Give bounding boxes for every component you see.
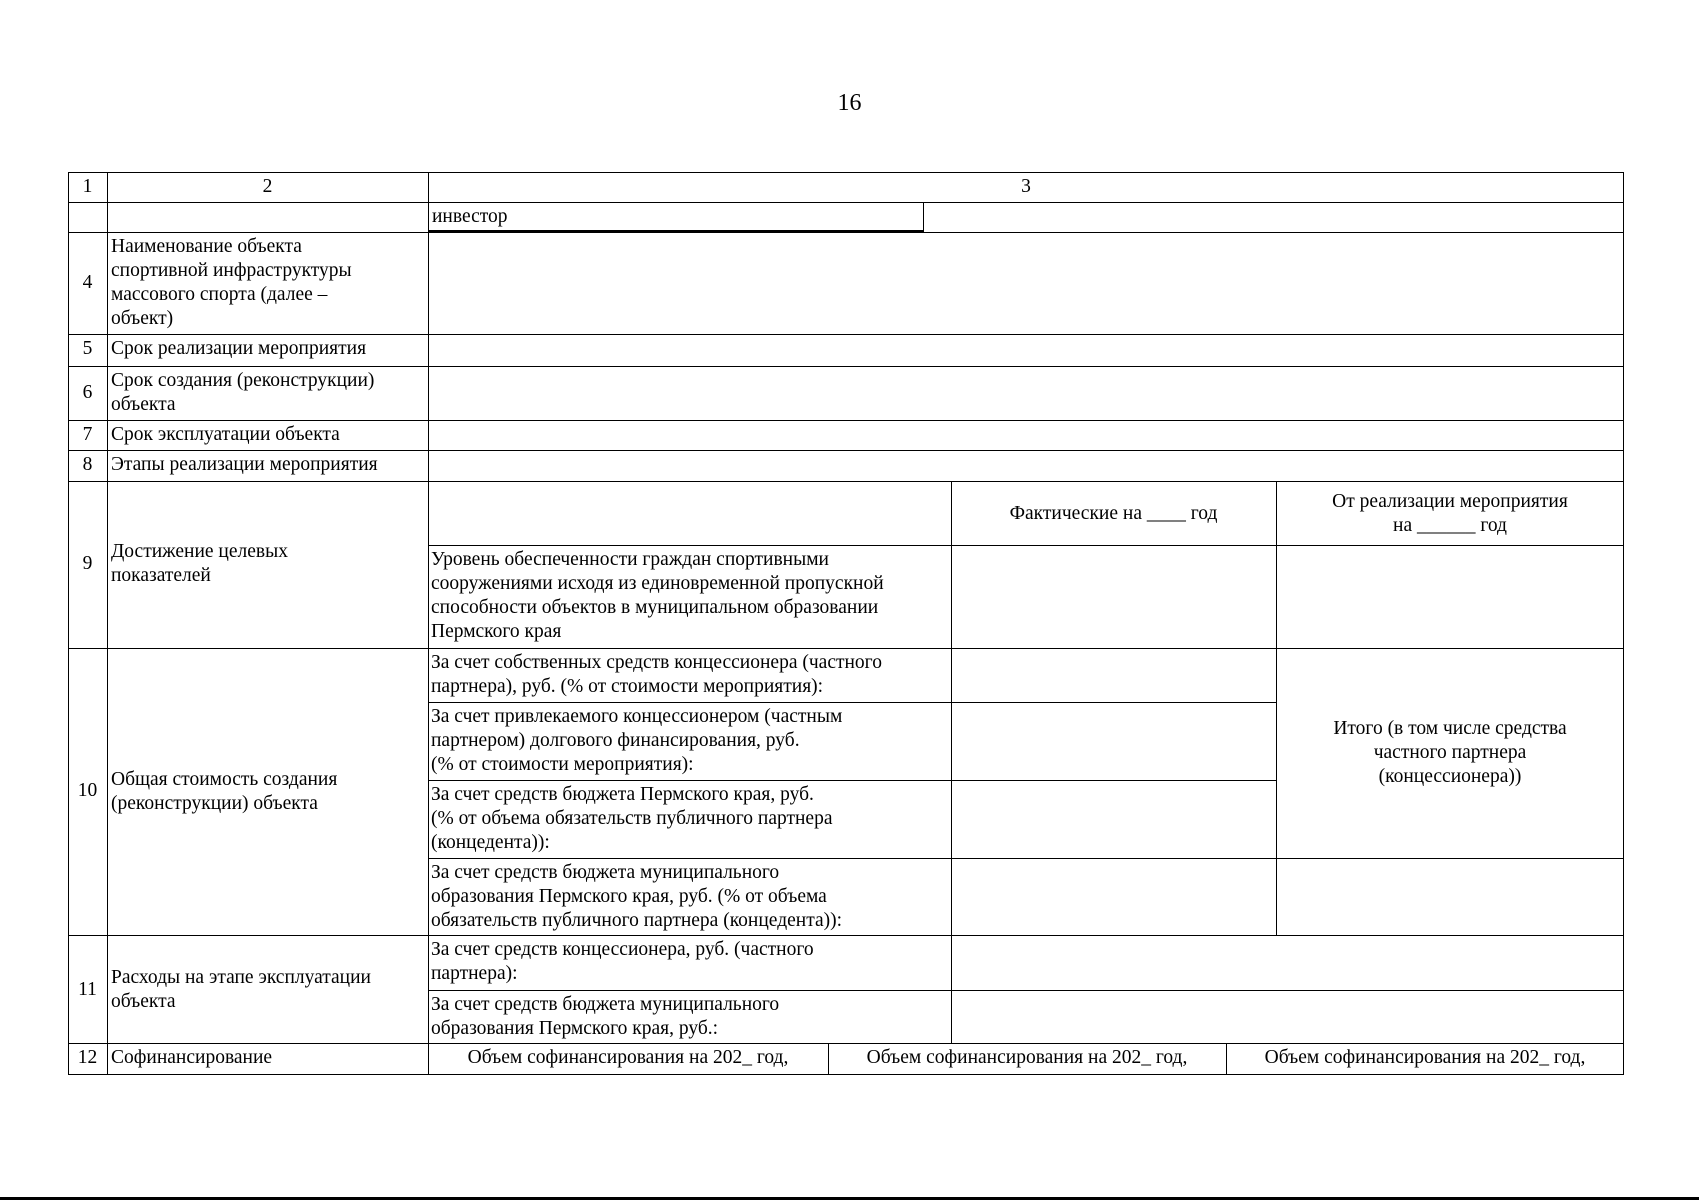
table-border-bottom	[68, 1074, 1624, 1075]
page-number: 16	[837, 90, 862, 116]
row-divider	[68, 202, 1624, 203]
row-label-construction-term: Срок создания (реконструкции) объекта	[111, 370, 375, 415]
col-divider	[1276, 481, 1277, 935]
col-header-actual: Фактические на ____ год	[1009, 503, 1218, 524]
investor-label: инвестор	[432, 206, 508, 227]
row-divider	[428, 545, 1624, 546]
cofinancing-col: Объем софинансирования на 202_ год,	[1264, 1047, 1586, 1068]
form-table	[68, 172, 1624, 1075]
row-number: 6	[82, 382, 93, 403]
table-border-left	[68, 172, 69, 1075]
table-border-top	[68, 172, 1624, 173]
row-number: 11	[78, 979, 97, 1000]
row-label-cofinancing: Софинансирование	[111, 1047, 273, 1068]
row-divider	[68, 366, 1624, 367]
cost-item: За счет средств бюджета муниципального образования Пермского края, руб. (% от объема обязательств публичного партнера (концедента)):	[431, 862, 843, 931]
row-number: 4	[82, 272, 93, 293]
row-divider	[68, 935, 1624, 936]
header-col-1: 1	[82, 176, 93, 197]
cofinancing-col: Объем софинансирования на 202_ год,	[866, 1047, 1188, 1068]
row-divider	[68, 420, 1624, 421]
col-divider	[951, 481, 952, 1043]
row-number: 5	[82, 338, 93, 359]
row-divider	[428, 858, 1624, 859]
header-col-3: 3	[1021, 176, 1031, 197]
row-label-total-cost: Общая стоимость создания (реконструкции) объекта	[111, 769, 338, 814]
cofinancing-col: Объем софинансирования на 202_ год,	[467, 1047, 789, 1068]
row-label-term: Срок реализации мероприятия	[111, 338, 367, 359]
row-number: 9	[82, 553, 93, 574]
table-border-right	[1623, 172, 1624, 1075]
row-divider	[68, 1043, 1624, 1044]
col-divider	[428, 172, 429, 1075]
total-label: Итого (в том числе средства частного партнера (концессионера))	[1333, 718, 1567, 787]
col-divider	[107, 172, 108, 1075]
row-divider	[68, 648, 1624, 649]
cell-underline	[428, 230, 923, 232]
row-divider	[428, 780, 1276, 781]
row-label-operating-costs: Расходы на этапе эксплуатации объекта	[111, 967, 371, 1012]
row-divider	[68, 481, 1624, 482]
row-label-operation-term: Срок эксплуатации объекта	[111, 424, 340, 445]
row-number: 8	[82, 454, 93, 475]
cost-item: За счет привлекаемого концессионером (частным партнером) долгового финансирования, руб. (% от стоимости мероприятия):	[431, 706, 843, 775]
cost-item: За счет средств бюджета Пермского края, руб. (% от объема обязательств публичного партнера (концедента)):	[431, 784, 833, 853]
col-header-planned: От реализации мероприятия на ______ год	[1332, 491, 1568, 536]
row-label-stages: Этапы реализации мероприятия	[111, 454, 378, 475]
col-divider	[923, 202, 924, 232]
operating-cost-item: За счет средств бюджета муниципального образования Пермского края, руб.:	[431, 994, 780, 1039]
cost-item: За счет собственных средств концессионера (частного партнера), руб. (% от стоимости мероприятия):	[431, 652, 882, 697]
row-divider	[68, 232, 1624, 233]
indicator-text: Уровень обеспеченности граждан спортивными сооружениями исходя из единовременной пропускной способности объектов в муниципальном образовании Пермского края	[431, 549, 884, 642]
row-divider	[428, 990, 1624, 991]
row-label-object-name: Наименование объекта спортивной инфраструктуры массового спорта (далее – объект)	[111, 236, 352, 329]
row-label-targets: Достижение целевых показателей	[111, 541, 288, 586]
row-number: 12	[77, 1047, 98, 1068]
row-divider	[68, 450, 1624, 451]
operating-cost-item: За счет средств концессионера, руб. (частного партнера):	[431, 939, 814, 984]
row-divider	[428, 702, 1276, 703]
row-number: 7	[82, 424, 93, 445]
header-col-2: 2	[262, 176, 273, 197]
row-number: 10	[77, 780, 98, 801]
row-divider	[68, 334, 1624, 335]
